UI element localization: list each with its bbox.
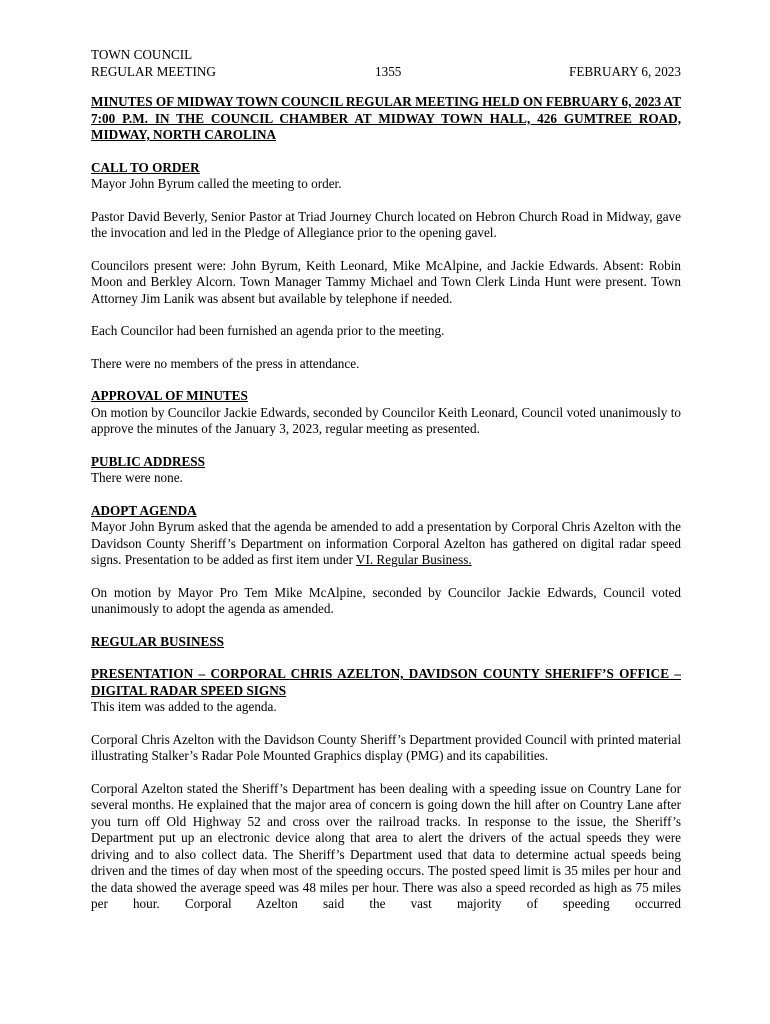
document-title: MINUTES OF MIDWAY TOWN COUNCIL REGULAR MEETING HELD ON FEBRUARY 6, 2023 AT 7:00 P.M. IN THE COUNCIL CHAMBER AT MIDWAY TOWN HALL, 426 GUMTREE ROAD, MIDWAY, NORTH CAROLINA — [91, 94, 681, 142]
paragraph: Corporal Chris Azelton with the Davidson County Sheriff’s Department provided Council with printed material illustrating Stalker’s Radar Pole Mounted Graphics display (PMG) and its capabilities. — [91, 731, 681, 763]
paragraph: On motion by Councilor Jackie Edwards, seconded by Councilor Keith Leonard, Council voted unanimously to approve the minutes of the January 3, 2023, regular meeting as presented. — [91, 404, 681, 436]
paragraph: Each Councilor had been furnished an agenda prior to the meeting. — [91, 323, 445, 338]
section-heading-adopt-agenda: ADOPT AGENDA — [91, 502, 197, 518]
header-date: FEBRUARY 6, 2023 — [569, 64, 681, 79]
paragraph: Mayor John Byrum called the meeting to order. — [91, 176, 342, 191]
section-heading-call-to-order: CALL TO ORDER — [91, 159, 200, 175]
document-body — [91, 94, 681, 913]
paragraph: This item was added to the agenda. — [91, 699, 277, 714]
section-heading-presentation: PRESENTATION – CORPORAL CHRIS AZELTON, DAVIDSON COUNTY SHERIFF’S OFFICE – DIGITAL RADAR SPEED SIGNS — [91, 666, 681, 698]
paragraph: Pastor David Beverly, Senior Pastor at Triad Journey Church located on Hebron Church Road in Midway, gave the invocation and led in the Pledge of Allegiance prior to the opening gavel. — [91, 208, 681, 240]
agenda-item-reference: VI. Regular Business. — [355, 552, 472, 567]
paragraph-text: Mayor John Byrum asked that the agenda be amended to add a presentation by Corporal Chris Azelton with the Davidson County Sheriff’s Department on information Corporal Azelton has gathered on digital radar speed signs. Presentation to be added as first item under — [91, 519, 681, 567]
paragraph: Councilors present were: John Byrum, Keith Leonard, Mike McAlpine, and Jackie Edwards. Absent: Robin Moon and Berkley Alcorn. Town Manager Tammy Michael and Town Clerk Linda Hunt were present. Town Attorney Jim Lanik was absent but available by telephone if needed. — [91, 257, 681, 306]
section-heading-public-address: PUBLIC ADDRESS — [91, 453, 205, 469]
header-line-2: REGULAR MEETING — [91, 64, 216, 79]
paragraph: There were none. — [91, 470, 183, 485]
paragraph: On motion by Mayor Pro Tem Mike McAlpine, seconded by Councilor Jackie Edwards, Council voted unanimously to adopt the agenda as amended. — [91, 584, 681, 616]
section-heading-regular-business: REGULAR BUSINESS — [91, 633, 225, 649]
page-number: 1355 — [375, 64, 402, 79]
paragraph — [91, 519, 681, 569]
paragraph: Corporal Azelton stated the Sheriff’s Department has been dealing with a speeding issue on Country Lane for several months. He explained that the major area of concern is going down the hill after on Country Lane after you turn off Old Highway 52 and cross over the railroad tracks. In response to the issue, the Sheriff’s Department put up an electronic device along that area to alert the drivers of the actual speeds they were driving and to also collect data. The Sheriff’s Department used that data to determine actual speeds being driven and the times of day when most of the speeding occurs. The posted speed limit is 35 miles per hour and the data showed the average speed was 48 miles per hour. There was also a speed recorded as high as 75 miles per hour. Corporal Azelton said the vast majority of speeding occurred — [91, 780, 681, 911]
paragraph: There were no members of the press in attendance. — [91, 355, 360, 371]
header-line-1: TOWN COUNCIL — [91, 47, 193, 62]
section-heading-approval-of-minutes: APPROVAL OF MINUTES — [91, 388, 248, 403]
page-header — [91, 46, 681, 80]
